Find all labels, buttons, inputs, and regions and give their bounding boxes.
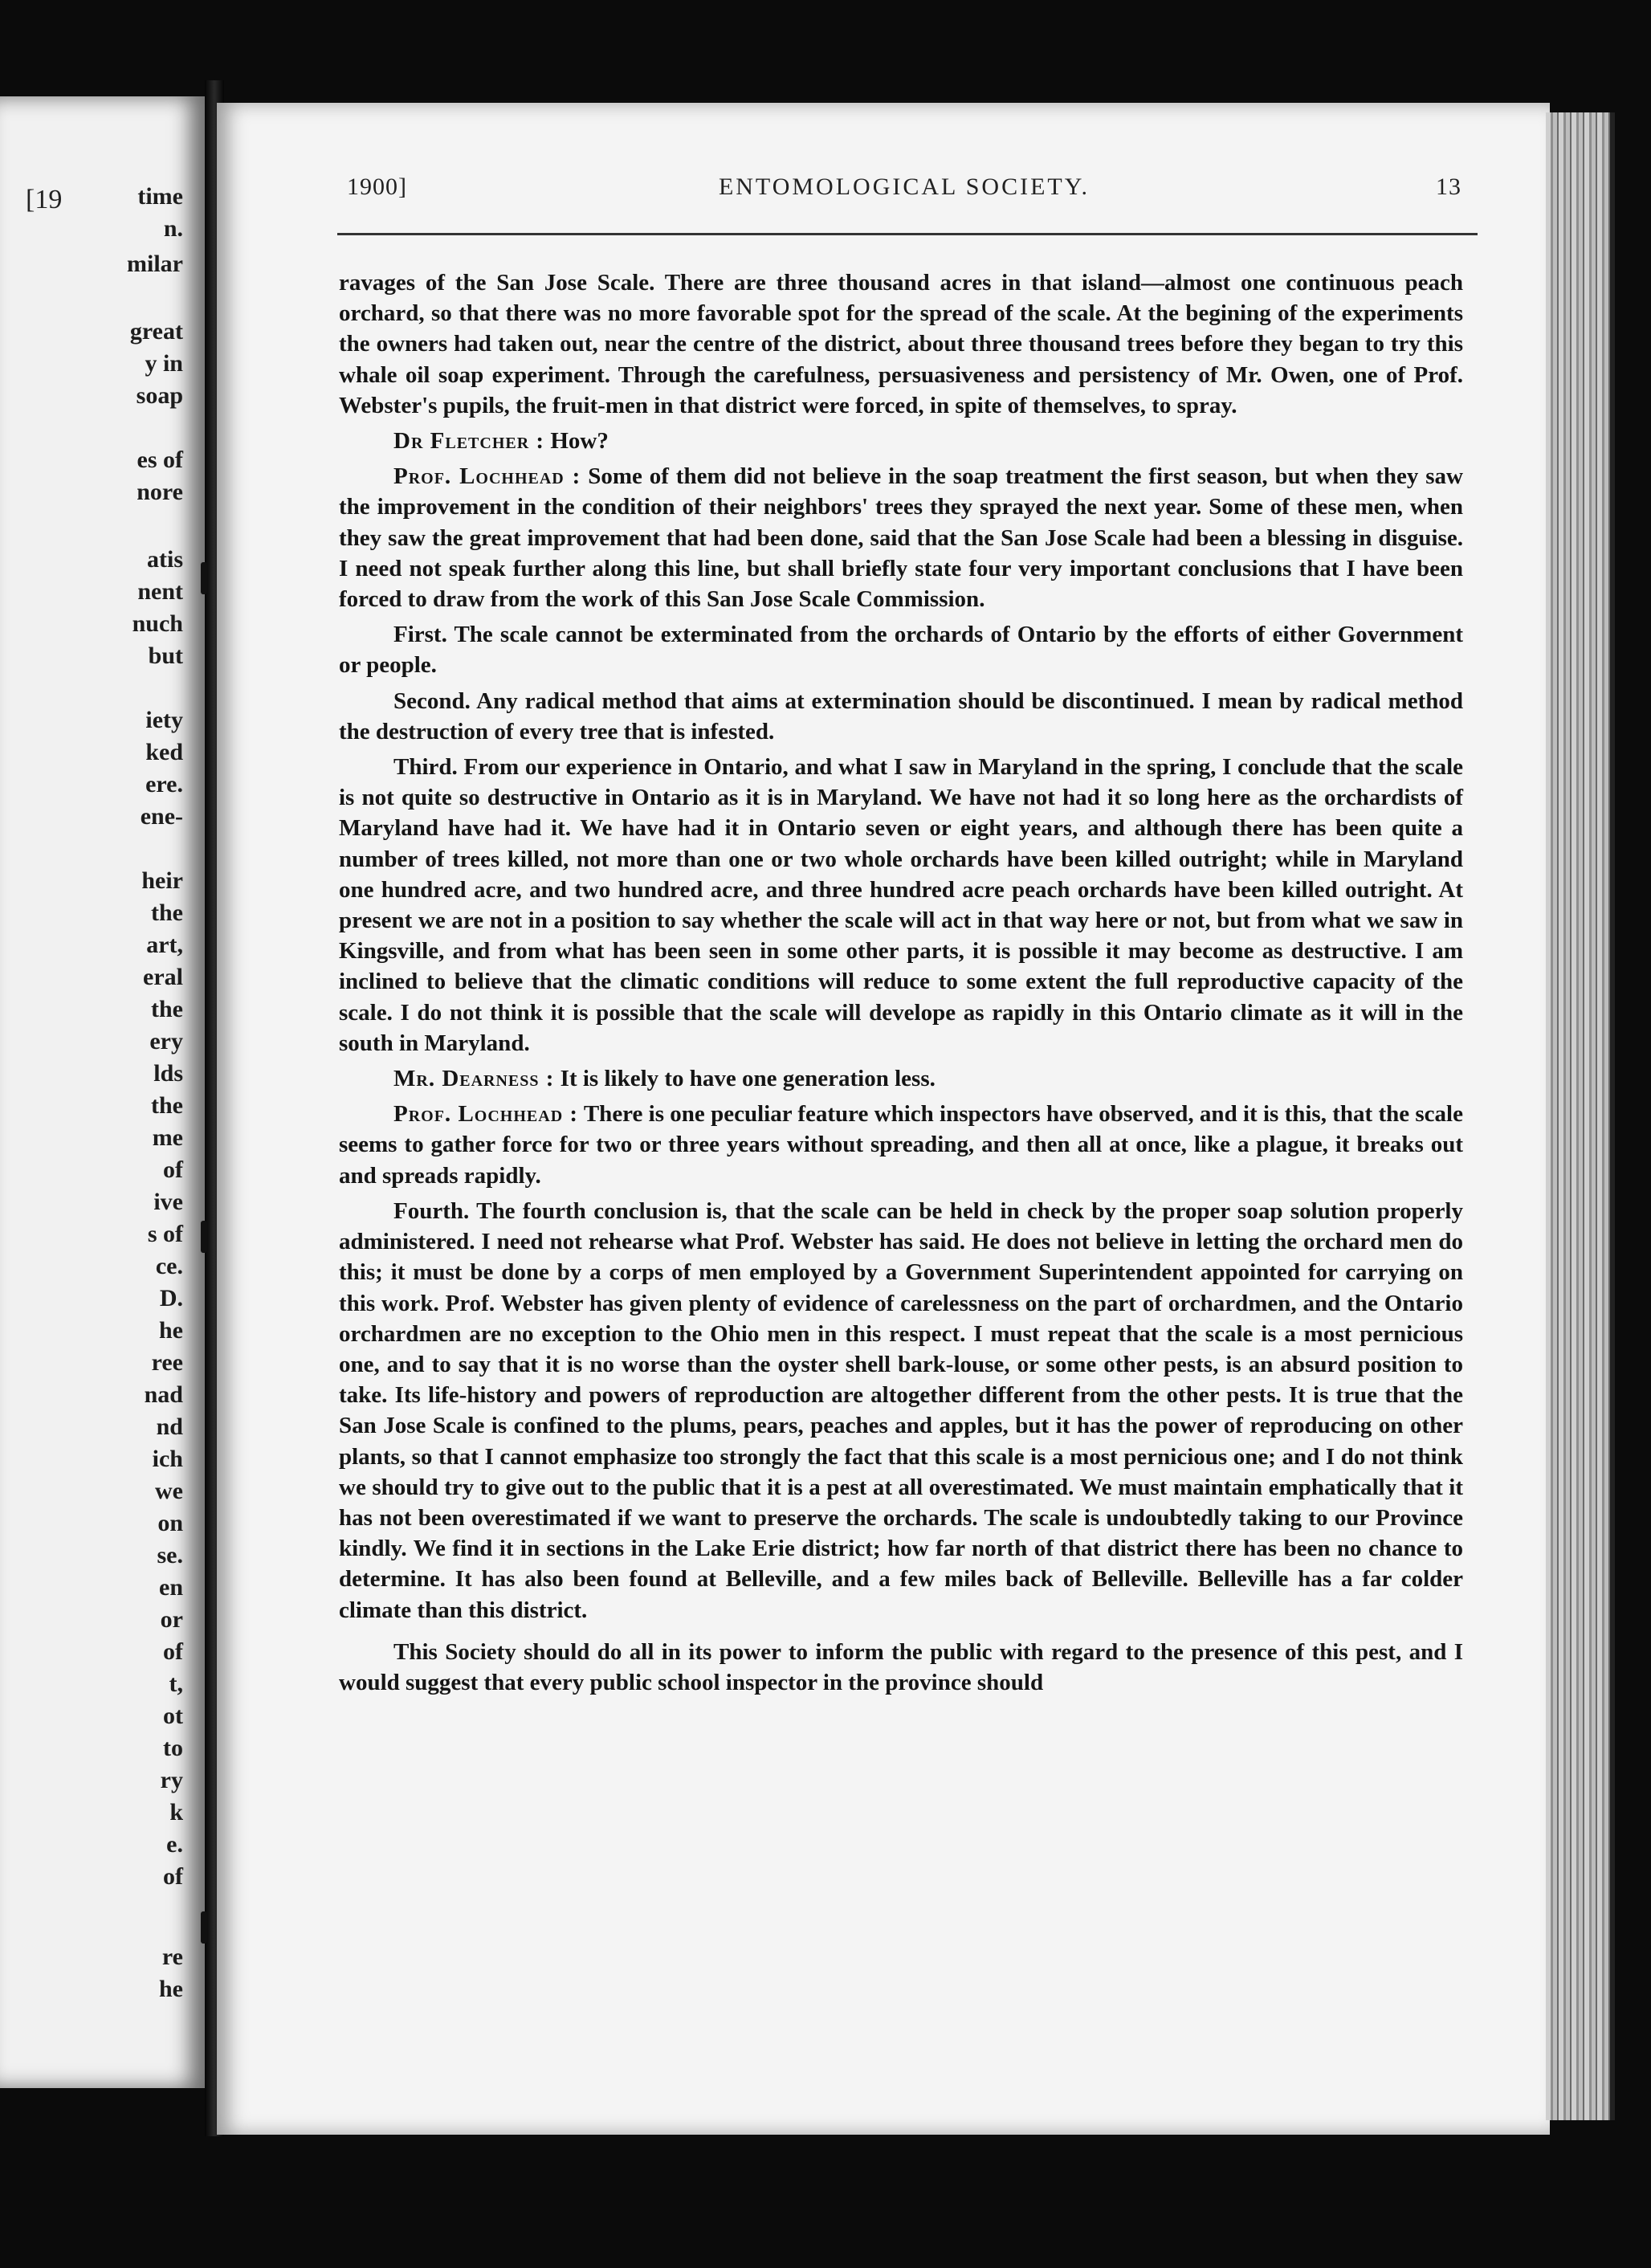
paragraph	[339, 426, 1463, 456]
left-page-fragment: nent	[137, 578, 183, 605]
left-page-fragment: ree	[151, 1349, 183, 1376]
left-page-fragment: es of	[137, 447, 183, 473]
header-year: 1900]	[347, 173, 407, 200]
left-page-fragment: ry	[160, 1767, 183, 1793]
left-page-fragment: t,	[169, 1670, 183, 1697]
page	[217, 103, 1550, 2135]
left-page-fragment: re	[161, 1944, 183, 1970]
left-page-fragment: me	[152, 1124, 183, 1151]
left-page-fragment: nore	[137, 479, 183, 505]
left-page-fragment: e.	[166, 1831, 183, 1858]
paragraph-text: There is one peculiar feature which inspectors have observed, and it is this, that the scale seems to gather force for two or three years without spreading, and then all at once, like a plague, it breaks out and spreads rapidly.	[339, 1101, 1463, 1189]
page-edges	[1546, 112, 1615, 2120]
page-number: 13	[1436, 173, 1461, 200]
paragraph	[339, 686, 1463, 747]
paragraph	[339, 1063, 1463, 1094]
left-page-fragment: we	[155, 1478, 183, 1504]
left-page-fragment: time	[137, 183, 183, 210]
left-page-fragment: the	[151, 899, 183, 926]
left-page-fragment: of	[163, 1156, 183, 1183]
paragraph	[339, 619, 1463, 680]
left-page-fragment: se.	[157, 1542, 183, 1568]
left-page-fragment: nuch	[132, 610, 183, 637]
previous-page-fragment	[0, 96, 205, 2088]
margin-mark	[201, 1221, 207, 1253]
left-page-fragment: y in	[145, 350, 183, 377]
left-page-fragment: the	[151, 1092, 183, 1119]
paragraph	[339, 461, 1463, 614]
left-page-fragment: lds	[153, 1060, 183, 1087]
body-text	[339, 267, 1463, 1703]
header-title: ENTOMOLOGICAL SOCIETY.	[718, 173, 1090, 200]
paragraph-text: It is likely to have one generation less.	[560, 1066, 936, 1092]
speaker-name: Prof. Lochhead :	[393, 1101, 579, 1128]
left-page-bracket: [19	[26, 185, 63, 214]
left-page-fragment: n.	[163, 215, 183, 242]
paragraph-text: This Society should do all in its power to inform the public with regard to the presence of this pest, and I would suggest that every public school inspector in the province should	[339, 1638, 1463, 1695]
left-page-fragment: ce.	[155, 1253, 183, 1279]
left-page-fragment: ot	[163, 1703, 183, 1729]
paragraph-text: Second. Any radical method that aims at extermination should be discontinued. I mean by radical method the destruction of every tree that is infested.	[339, 687, 1463, 744]
left-page-fragment: great	[129, 318, 183, 345]
margin-mark	[201, 562, 207, 594]
margin-mark	[201, 1911, 207, 1944]
left-page-fragment: he	[159, 1317, 183, 1344]
left-page-fragment: nd	[156, 1413, 183, 1440]
running-head	[347, 173, 1461, 222]
left-page-fragment: to	[163, 1735, 183, 1761]
left-page-fragment: k	[169, 1799, 183, 1825]
paragraph	[339, 1637, 1463, 1698]
left-page-fragment: of	[163, 1863, 183, 1890]
header-rule	[337, 233, 1478, 235]
left-page-fragment: D.	[159, 1285, 183, 1311]
left-page-fragment: art,	[146, 932, 183, 958]
paragraph-text: Third. From our experience in Ontario, and what I saw in Maryland in the spring, I conclude that the scale is not quite so destructive in Ontario as it is in Maryland. We have not had it so long here as the orchardists of Maryland have had it. We have had it in Ontario seven or eight years, and although there has been quite a number of trees killed, not more than one or two whole orchards have been killed outright; while in Maryland one hundred acre, and two hundred acre, and three hundred acre peach orchards have been killed outright. At present we are not in a position to say whether the scale will act in that way here or not, but from what we saw in Kingsville, and from what has been seen in some other parts, it is possible it may become as destructive. I am inclined to believe that the climatic conditions will reduce to some extent the full reproductive capacity of the scale. I do not think it is possible that the scale will develope as rapidly in this Ontario climate as it will in the south in Maryland.	[339, 754, 1463, 1056]
speaker-name: Mr. Dearness :	[393, 1066, 555, 1092]
paragraph	[339, 1196, 1463, 1626]
left-page-fragment: ked	[145, 739, 183, 765]
left-page-fragment: ive	[153, 1189, 183, 1215]
left-page-fragment: iety	[145, 707, 183, 733]
paragraph	[339, 267, 1463, 421]
paragraph	[339, 752, 1463, 1059]
left-page-fragment: of	[163, 1638, 183, 1665]
paragraph-text: First. The scale cannot be exterminated from the orchards of Ontario by the efforts of either Government or people.	[339, 622, 1463, 679]
left-page-fragment: or	[160, 1606, 183, 1633]
paragraph	[339, 1099, 1463, 1191]
left-page-fragment: en	[159, 1574, 183, 1601]
paragraph-text: Fourth. The fourth conclusion is, that the scale can be held in check by the proper soap solution properly administered. I need not rehearse what Prof. Webster has said. He does not believe in letting the orchard men do this; it must be done by a corps of men employed by a Government Superintendent appointed for carrying on this work. Prof. Webster has given plenty of evidence of carelessness on the part of orchardmen, and the Ontario orchardmen are no exception to the Ohio men in this respect. I must repeat that the scale is a most pernicious one, and to say that it is no worse than the oyster shell bark-louse, or some other pests, is an absurd position to take. Its life-history and powers of reproduction are altogether different from the other pests. It is true that the San Jose Scale is confined to the plums, pears, peaches and apples, but it has the power of reproducing on other plants, so that I cannot emphasize too strongly the fact that this scale is a most pernicious one; and I do not think we should try to give out to the public that it is a pest at all overestimated. We must maintain emphatically that it has not been overestimated if we want to preserve the orchards. The scale is undoubtedly taking to our Province kindly. We find it in sections in the Lake Erie district; how far north of that district there has been no chance to determine. It has also been found at Belleville, and a few miles back of Belleville. Belleville has a far colder climate than this district.	[339, 1197, 1463, 1623]
paragraph-text: Some of them did not believe in the soap treatment the first season, but when they saw the improvement in the condition of their neighbors' trees they sprayed the next year. Some of these men, when they saw the great improvement that had been done, said that the San Jose Scale had been a blessing in disguise. I need not speak further along this line, but shall briefly state four very important conclusions that I have been forced to draw from the work of this San Jose Scale Commission.	[339, 463, 1463, 613]
left-page-fragment: eral	[143, 964, 183, 990]
left-page-fragment: heir	[141, 867, 183, 894]
speaker-name: Prof. Lochhead :	[393, 463, 581, 490]
left-page-fragment: milar	[127, 251, 183, 277]
left-page-fragment: s of	[147, 1221, 183, 1247]
left-page-fragment: but	[148, 642, 183, 669]
left-page-fragment: ich	[152, 1446, 183, 1472]
paragraph-text: How?	[550, 428, 609, 455]
left-page-fragment: ery	[149, 1028, 183, 1054]
paragraph-text: ravages of the San Jose Scale. There are three thousand acres in that island—almost one continuous peach orchard, so that there was no more favorable spot for the spread of the scale. At the begining of the experiments the owners had taken out, near the centre of the district, about three thousand trees before they began to try this whale oil soap experiment. Through the carefulness, persuasiveness and persistency of Mr. Owen, one of Prof. Webster's pupils, the fruit-men in that district were forced, in spite of themselves, to spray.	[339, 270, 1463, 418]
left-page-fragment: ere.	[145, 771, 183, 797]
left-page-fragment: ene-	[140, 803, 183, 830]
left-page-fragment: the	[151, 996, 183, 1022]
speaker-name: Dr Fletcher :	[393, 428, 545, 455]
left-page-fragment: on	[157, 1510, 183, 1536]
left-page-fragment: atis	[147, 546, 183, 573]
left-page-fragment: he	[159, 1976, 183, 2002]
left-page-fragment: soap	[136, 382, 183, 409]
left-page-fragment: nad	[144, 1381, 183, 1408]
